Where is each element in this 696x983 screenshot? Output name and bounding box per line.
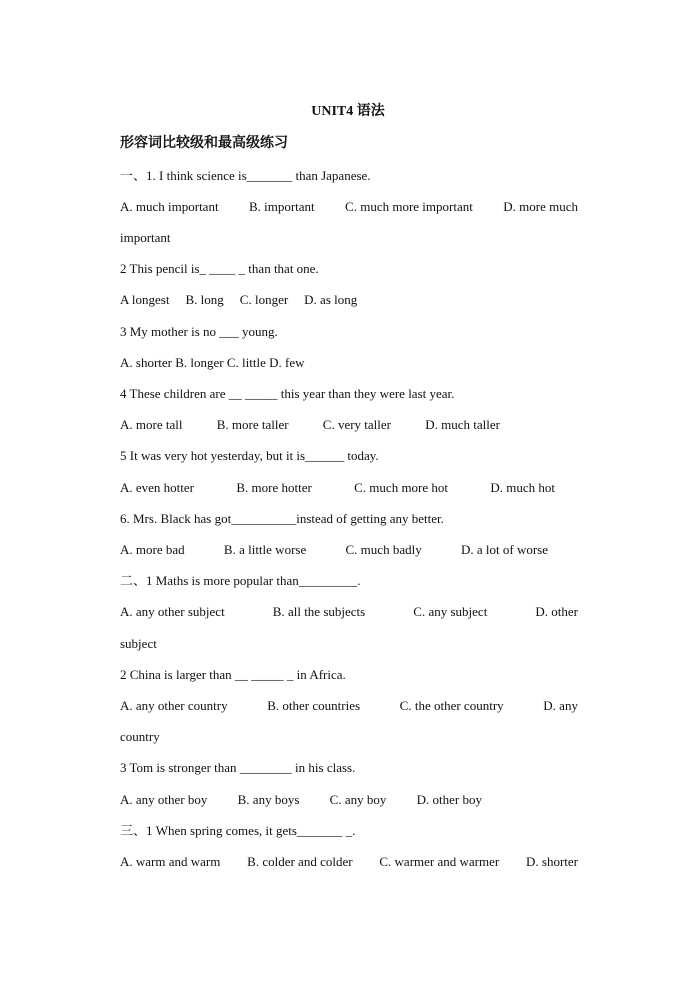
option: A. warm and warm [120,854,221,869]
option: C. much badly [345,542,422,557]
options-1-continued: important [120,230,171,245]
options-s2-1-continued: subject [120,636,157,651]
question-2: 2 This pencil is_ ____ _ than that one. [120,261,319,276]
option: A. even hotter [120,480,195,495]
option: C. much more hot [354,480,449,495]
option: D. other [535,604,578,619]
question-4: 4 These children are __ _____ this year than they were last year. [120,386,455,401]
section-2-question-2: 2 China is larger than __ _____ _ in Africa. [120,667,346,682]
option: A. more tall [120,417,183,432]
option: B. all the subjects [272,604,366,619]
options-5 [120,480,555,496]
option: A. any other subject [120,604,225,619]
option: D. other boy [416,792,482,807]
options-4 [120,417,500,433]
option: C. any subject [413,604,488,619]
option: C. much more important [345,199,473,214]
option: C. very taller [322,417,392,432]
option: C. the other country [399,698,504,713]
options-s3-1 [120,854,578,870]
page-title: UNIT4 语法 [311,104,385,119]
question-5: 5 It was very hot yesterday, but it is______ today. [120,448,379,463]
options-1 [120,199,578,215]
option: B. other countries [267,698,361,713]
option: B. more taller [216,417,289,432]
option: A. much important [120,199,219,214]
option: A longest [120,292,170,307]
options-3: A. shorter B. longer C. little D. few [120,355,305,370]
option: C. any boy [329,792,387,807]
options-6 [120,542,548,558]
option: B. a little worse [223,542,307,557]
options-2 [120,292,578,308]
option: B. long [185,292,224,307]
section-2-question-3: 3 Tom is stronger than ________ in his class. [120,760,356,775]
option: A. any other boy [120,792,208,807]
section-3-question-1: 三、1 When spring comes, it gets_______ _. [120,823,356,838]
options-s2-1 [120,604,578,620]
option: B. important [248,199,315,214]
option: D. shorter [526,854,578,869]
option: D. a lot of worse [460,542,548,557]
options-s2-2 [120,698,578,714]
option: B. more hotter [236,480,312,495]
option: D. much hot [490,480,555,495]
question-3: 3 My mother is no ___ young. [120,324,278,339]
option: D. any [543,698,578,713]
option: B. any boys [237,792,300,807]
option: A. any other country [120,698,228,713]
section-subtitle: 形容词比较级和最高级练习 [120,136,288,151]
option: C. longer [239,292,289,307]
question-1: 一、1. I think science is_______ than Japanese. [120,168,371,183]
option: B. colder and colder [247,854,353,869]
options-s2-3 [120,792,482,808]
option: C. warmer and warmer [379,854,500,869]
option: D. more much [503,199,578,214]
option: D. as long [304,292,358,307]
options-s2-2-continued: country [120,729,160,744]
question-6: 6. Mrs. Black has got__________instead of getting any better. [120,511,444,526]
option: A. more bad [120,542,185,557]
option: D. much taller [425,417,500,432]
section-2-question-1: 二、1 Maths is more popular than_________. [120,573,361,588]
